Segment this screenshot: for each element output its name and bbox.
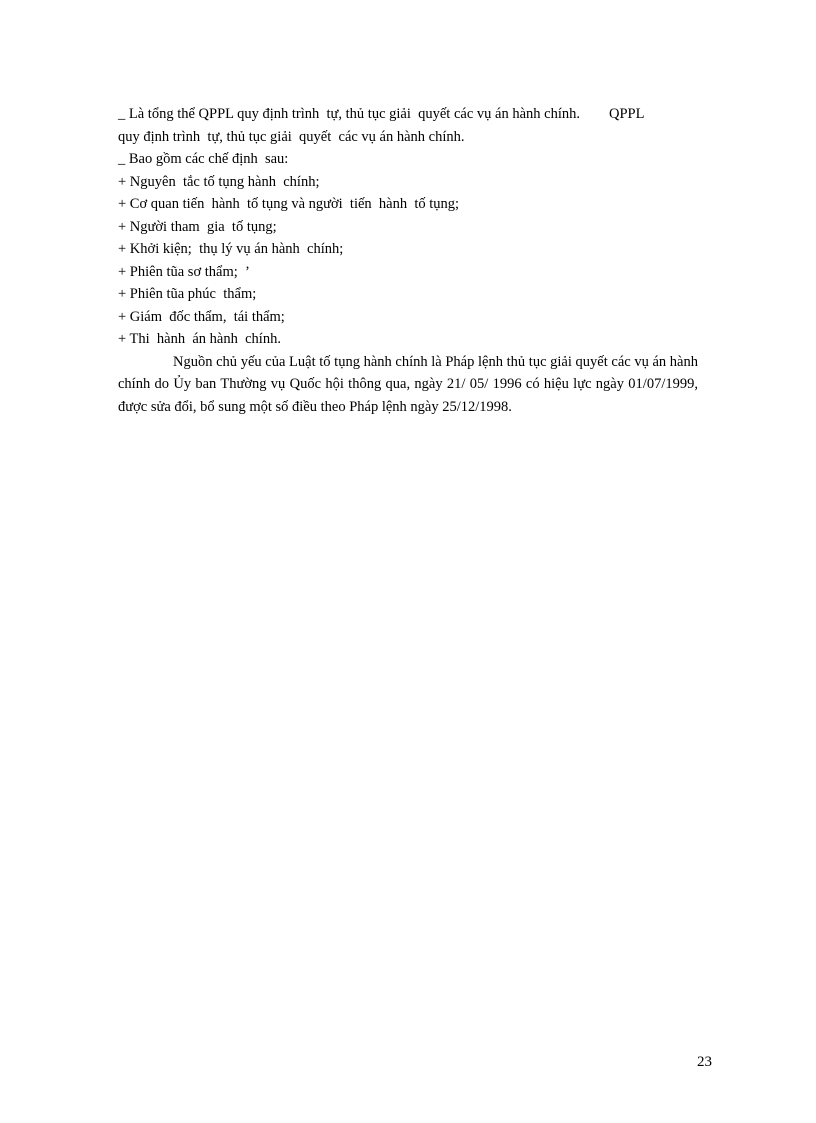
definition-line-1: _ Là tổng thể QPPL quy định trình tự, thủ tục giải quyết các vụ án hành chính. QPPL — [118, 106, 645, 122]
list-item: + Thi hành án hành chính. — [118, 331, 281, 347]
list-item: + Người tham gia tố tụng; — [118, 218, 277, 235]
list-item: + Cơ quan tiến hành tố tụng và người tiến hành tố tụng; — [118, 196, 460, 212]
page-body — [118, 103, 698, 418]
source-paragraph: Nguồn chủ yếu của Luật tố tụng hành chính là Pháp lệnh thủ tục giải quyết các vụ án hành chính do Ủy ban Thường vụ Quốc hội thông qua, ngày 21/ 05/ 1996 có hiệu lực ngày 01/07/1999, được sửa đổi, bổ sung một số điều theo Pháp lệnh ngày 25/12/1998. — [118, 353, 698, 415]
list-item: + Khởi kiện; thụ lý vụ án hành chính; — [118, 241, 344, 257]
list-item: + Phiên tũa sơ thẩm; ’ — [118, 263, 250, 280]
list-item: + Giám đốc thẩm, tái thẩm; — [118, 308, 285, 325]
definition-line-2: quy định trình tự, thủ tục giải quyết các vụ án hành chính. — [118, 128, 465, 145]
list-item: + Nguyên tắc tố tụng hành chính; — [118, 173, 320, 190]
includes-heading: _ Bao gồm các chế định sau: — [118, 151, 289, 167]
list-item: + Phiên tũa phúc thẩm; — [118, 286, 257, 302]
page-number: 23 — [697, 1054, 712, 1070]
